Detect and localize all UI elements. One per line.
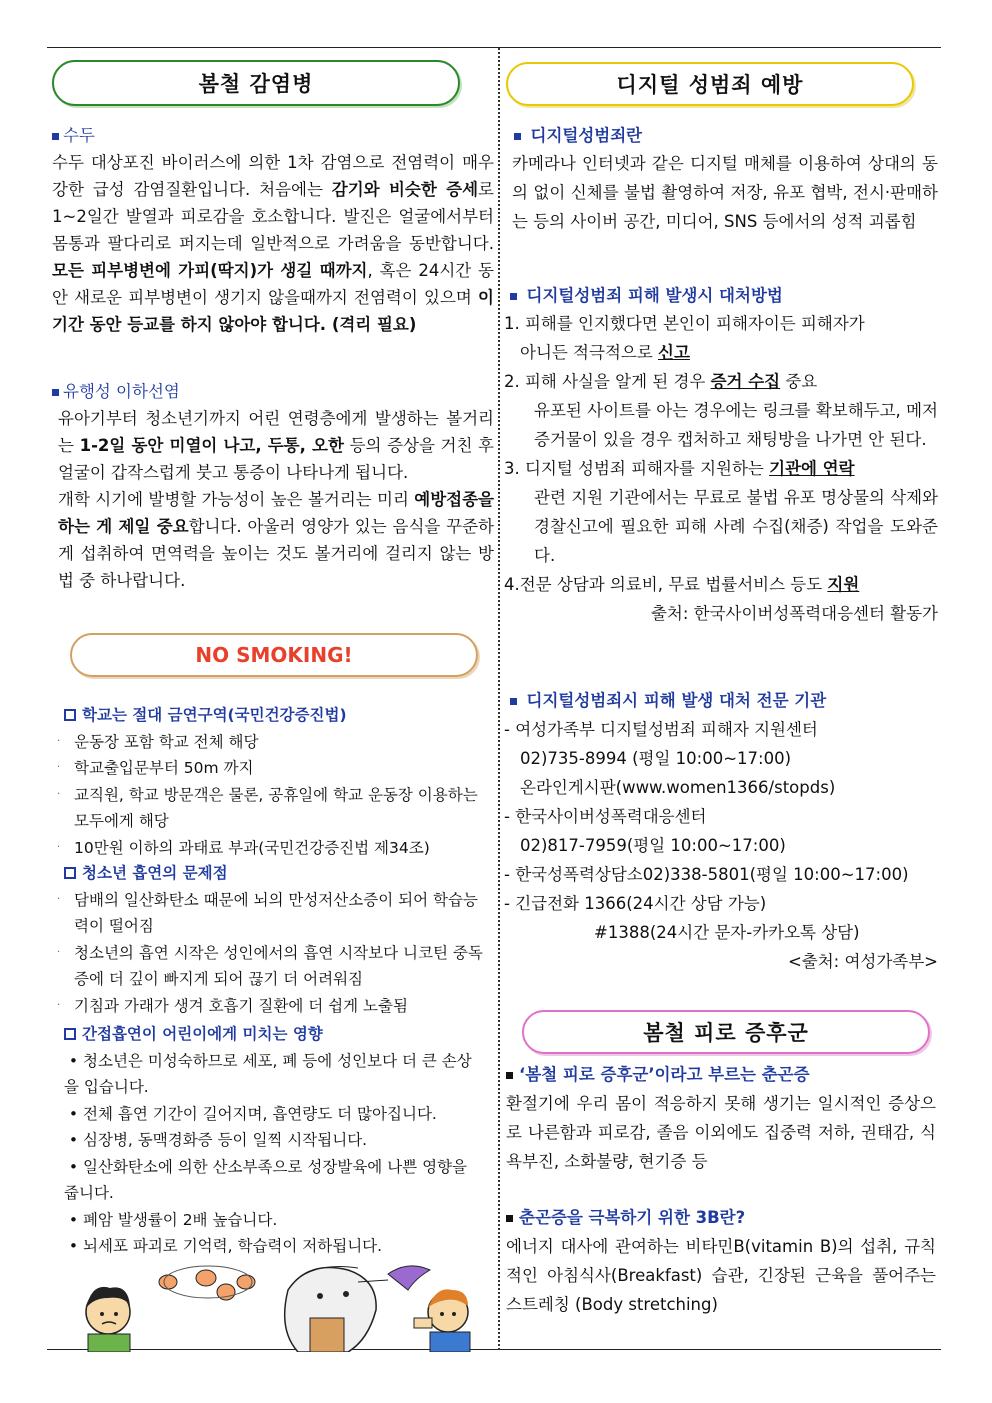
step-3: 3. 디지털 성범죄 피해자를 지원하는 기관에 연락: [504, 459, 855, 478]
chickenpox-section: [52, 122, 494, 338]
definition-heading: 디지털성범죄란: [530, 126, 643, 145]
square-bullet-icon: [510, 698, 517, 705]
agencies-source: <출처: 여성가족부>: [787, 952, 938, 971]
list-item: · 10만원 이하의 과태료 부과(국민건강증진법 제34조): [57, 838, 430, 857]
square-bullet-icon: [52, 389, 59, 396]
secondhand-smoke-section: [64, 1021, 484, 1260]
square-bullet-icon: [514, 133, 521, 140]
secondhand-heading: 간접흡연이 어린이에게 미치는 영향: [82, 1025, 323, 1043]
list-item: • 전체 흡연 기간이 길어지며, 흡연량도 더 많아집니다.: [64, 1104, 437, 1123]
section-title-spring-fatigue: 봄철 피로 증후군: [522, 1010, 930, 1054]
checkbox-square-icon: [64, 1028, 76, 1040]
response-section: 디지털성범죄 피해 발생시 대처방법 1. 피해를 인지했다면 본인이 피해자이든 피해자가 아니든 적극적으로 신고 2. 피해 사실을 알게 된 경우 증거 수집 중요 유포된 사이트를 아는 경우에는 링크를 확보해두고, 메저증거물이 있을 경우 캡처하고 채팅방을 나가면 안 된다. 3. 디지털 성범죄 피해자를 지원하는 기관에 연락 관련 지원 기관에서는 무료로 불법 유포 명상물의 삭제와 경찰신고에 필요한 피해 사례 수집(채증) 작업을 도와준다. 4.전문 상담과 의료비, 무료 법률서비스 등도 지원 출처: 한국사이버성폭력대응센터 활동가: [504, 282, 938, 628]
chickenpox-heading: 수두: [63, 126, 95, 145]
three-b-section: [506, 1203, 936, 1319]
mumps-body-2: 개학 시기에 발병할 가능성이 높은 볼거리는 미리 예방접종을 하는 게 제일 중요합니다. 아울러 영양가 있는 음식을 꾸준하게 섭취하여 면역력을 높이는 것도 볼거리에 걸리지 않는 방법 중 하나랍니다.: [58, 490, 494, 590]
column-divider: [498, 48, 500, 1350]
list-item: · 기침과 가래가 생겨 호흡기 질환에 더 쉽게 노출됨: [57, 996, 408, 1015]
list-item: · 교직원, 학교 방문객은 물론, 공휴일에 학교 운동장 이용하는 모두에게 해당: [57, 785, 478, 830]
list-item: · 청소년의 흡연 시작은 성인에서의 흡연 시작보다 니코틴 중독증에 더 깊이 빠지게 되어 끊기 더 어려워짐: [57, 943, 483, 988]
list-item: • 심장병, 동맥경화증 등이 일찍 시작됩니다.: [64, 1131, 368, 1149]
list-item: · 담배의 일산화탄소 때문에 뇌의 만성저산소증이 되어 학습능력이 떨어짐: [57, 890, 478, 935]
three-b-heading: 춘곤증을 극복하기 위한 3B란?: [519, 1208, 746, 1227]
step-4: 4.전문 상담과 의료비, 무료 법률서비스 등도 지원: [504, 575, 860, 594]
smoking-cartoon-illustration: [58, 1260, 488, 1352]
list-item: • 일산화탄소에 의한 산소부족으로 성장발육에 나쁜 영향을 줍니다.: [64, 1157, 467, 1202]
youth-smoking-heading: 청소년 흡연의 문제점: [82, 864, 228, 882]
top-rule: [47, 47, 941, 48]
list-item: · 운동장 포함 학교 전체 해당: [57, 732, 259, 751]
agencies-section: 디지털성범죄시 피해 발생 대처 전문 기관 - 여성가족부 디지털성범죄 피해자 지원센터 02)735-8994 (평일 10:00~17:00) 온라인게시판(www.women1366/stopds) - 한국사이버성폭력대응센터 02)817-7959(평일 10:00~17:00) - 한국성폭력상담소02)338-5801(평일 10:00~17:00) - 긴급전화 1366(24시간 상담 가능) #1388(24시간 문자-카카오톡 상담) <출처: 여성가족부>: [504, 686, 938, 976]
school-zone-section: [57, 702, 484, 861]
square-bullet-icon: [52, 133, 59, 140]
worried-boy-icon: [86, 1287, 130, 1352]
smoke-faces-icon: [159, 1266, 255, 1300]
mumps-body: 유아기부터 청소년기까지 어린 연령층에게 발생하는 볼거리는 1-2일 동안 미열이 나고, 두통, 오한 등의 증상을 거친 후 얼굴이 갑작스럽게 붓고 통증이 나타나게 됩니다.: [58, 409, 495, 482]
chickenpox-body: 수두 대상포진 바이러스에 의한 1차 감염으로 전염력이 매우 강한 급성 감염질환입니다. 처음에는 감기와 비슷한 증세로 1~2일간 발열과 피로감을 호소합니다. 발진은 얼굴에서부터 몸통과 팔다리로 퍼지는데 일반적으로 가려움을 동반합니다. 모든 피부병변에 가피(딱지)가 생길 때까지, 혹은 24시간 동안 새로운 피부병변이 생기지 않을때까지 전염력이 있으며 이 기간 동안 등교를 하지 않아야 합니다. (격리 필요): [52, 153, 494, 334]
cigarette-monster-icon: [285, 1266, 430, 1352]
checkbox-square-icon: [64, 867, 76, 879]
school-zone-heading: 학교는 절대 금연구역(국민건강증진법): [82, 706, 347, 724]
list-item: • 청소년은 미성숙하므로 세포, 폐 등에 성인보다 더 큰 손상을 입습니다.: [64, 1051, 472, 1096]
square-bullet-icon: [506, 1215, 513, 1222]
checkbox-square-icon: [64, 709, 76, 721]
section-title-spring-infection: 봄철 감염병: [52, 60, 460, 106]
list-item: • 뇌세포 파괴로 기억력, 학습력이 저하됩니다.: [64, 1237, 383, 1255]
list-item: • 폐암 발생률이 2배 높습니다.: [64, 1210, 278, 1229]
youth-smoking-section: [57, 860, 484, 1019]
response-source: 출처: 한국사이버성폭력대응센터 활동가: [650, 604, 938, 623]
spring-fever-heading: ‘봄철 피로 증후군’이라고 부르는 춘곤증: [519, 1065, 810, 1084]
list-item: · 학교출입문부터 50m 까지: [57, 759, 254, 777]
definition-body: 카메라나 인터넷과 같은 디지털 매체를 이용하여 상대의 동의 없이 신체를 불법 촬영하여 저장, 유포 협박, 전시·판매하는 등의 사이버 공간, 미디어, SNS 등에서의 성적 괴롭힘: [512, 154, 939, 231]
no-smoking-title: NO SMOKING!: [70, 633, 478, 677]
square-bullet-icon: [510, 293, 517, 300]
mumps-heading: 유행성 이하선염: [63, 382, 180, 401]
step-2: 2. 피해 사실을 알게 된 경우 증거 수집 중요: [504, 372, 818, 391]
coughing-boy-icon: [414, 1289, 470, 1352]
digital-crime-definition: [508, 122, 938, 236]
square-bullet-icon: [506, 1072, 513, 1079]
agencies-heading: 디지털성범죄시 피해 발생 대처 전문 기관: [526, 691, 827, 710]
mumps-section: [52, 378, 494, 594]
section-title-digital-crime: 디지털 성범죄 예방: [506, 62, 914, 106]
spring-fever-section: [506, 1060, 936, 1176]
spring-fever-body: 환절기에 우리 몸이 적응하지 못해 생기는 일시적인 증상으로 나른함과 피로감, 졸음 이외에도 집중력 저하, 권태감, 식욕부진, 소화불량, 현기증 등: [506, 1094, 936, 1171]
three-b-body: 에너지 대사에 관여하는 비타민B(vitamin B)의 섭취, 규칙적인 아침식사(Breakfast) 습관, 긴장된 근육을 풀어주는 스트레칭 (Body stretching): [506, 1237, 936, 1314]
response-heading: 디지털성범죄 피해 발생시 대처방법: [526, 286, 783, 305]
step-1: 1. 피해를 인지했다면 본인이 피해자이든 피해자가: [504, 314, 865, 333]
